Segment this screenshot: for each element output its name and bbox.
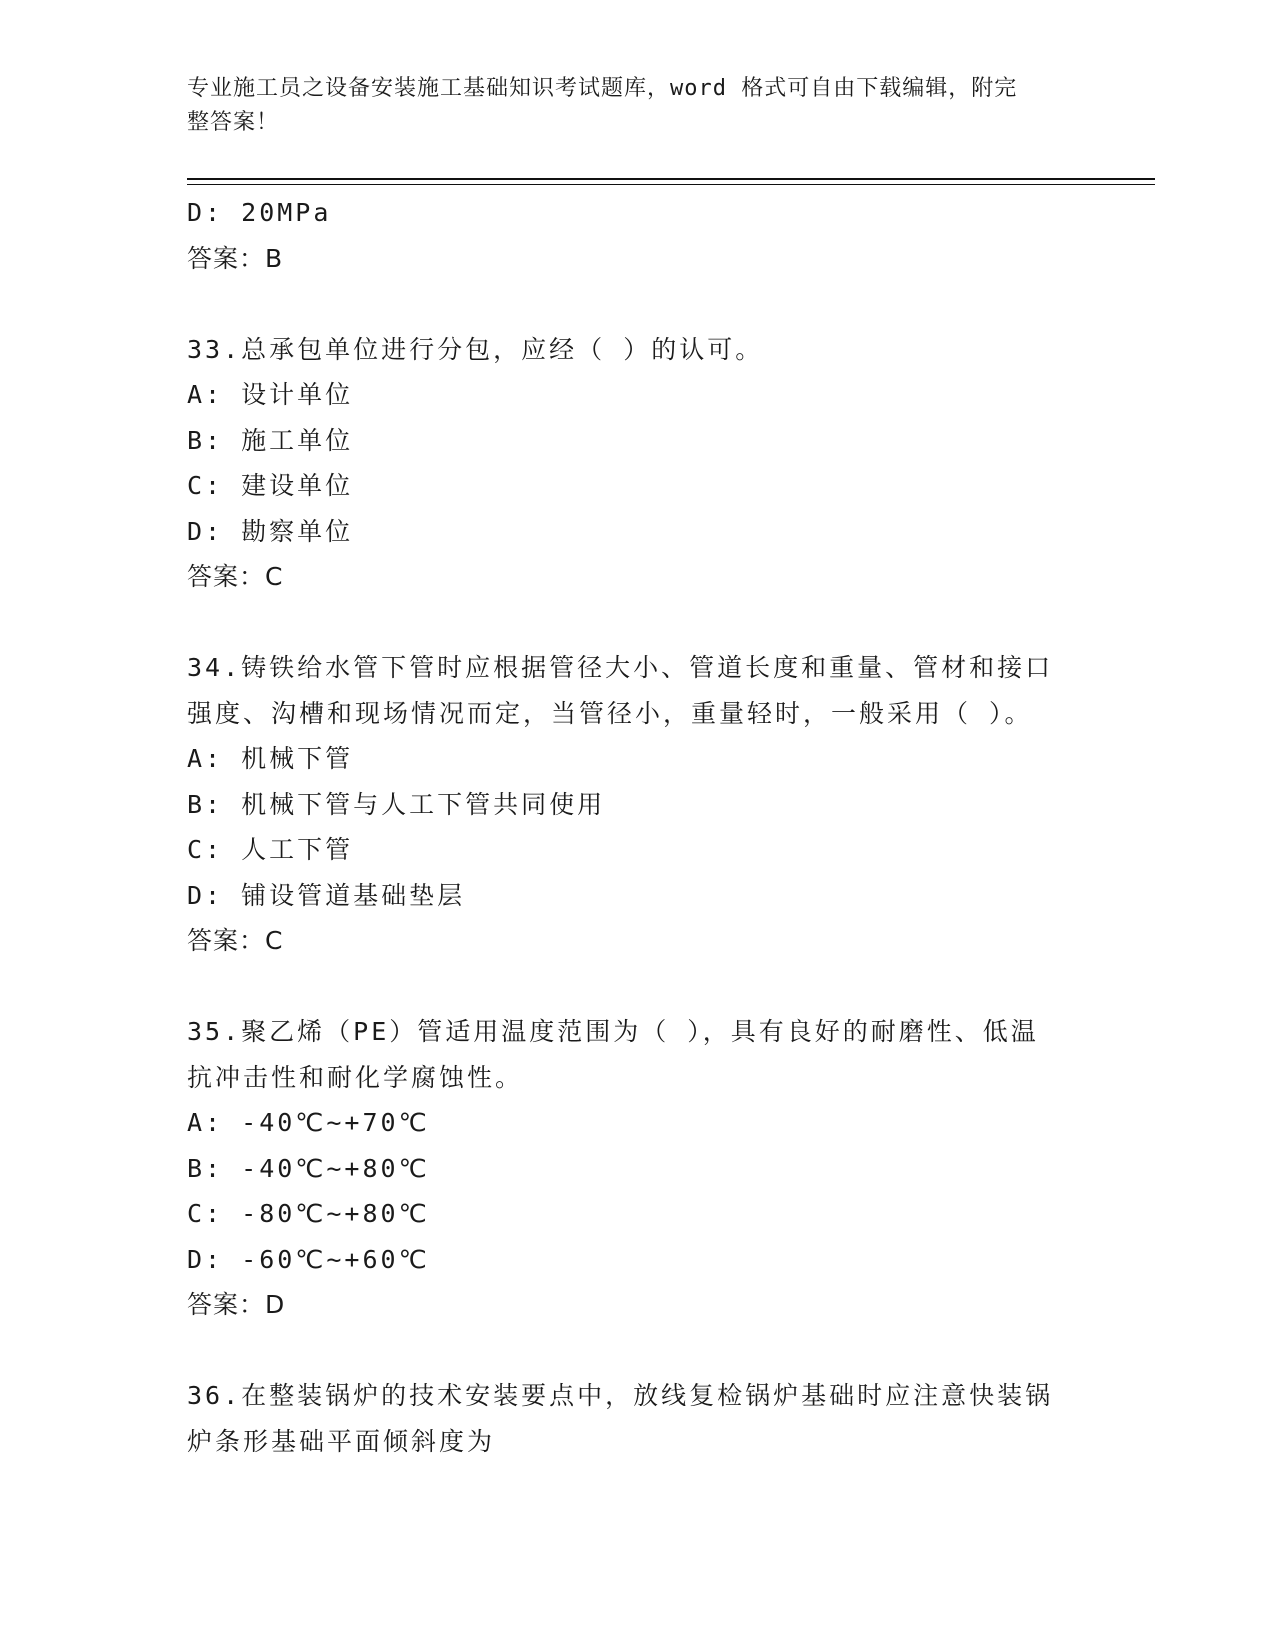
option-d: D: 勘察单位 xyxy=(187,516,354,546)
question-text: 35.聚乙烯（PE）管适用温度范围为（ ），具有良好的耐磨性、低温 xyxy=(187,1017,1039,1046)
option-b: B: 机械下管与人工下管共同使用 xyxy=(187,789,606,819)
answer: 答案：C xyxy=(187,926,284,955)
header-divider-thin xyxy=(187,184,1155,185)
option-d: D: 20MPa xyxy=(187,198,332,227)
option-b: B: -40℃~+80℃ xyxy=(187,1153,430,1183)
spacer xyxy=(187,1328,1087,1374)
document-body xyxy=(187,190,1087,1464)
question-text: 炉条形基础平面倾斜度为 xyxy=(187,1426,496,1456)
option-b: B: 施工单位 xyxy=(187,425,354,455)
header-divider xyxy=(187,178,1155,180)
option-a: A: 机械下管 xyxy=(187,744,354,773)
question-33 xyxy=(187,327,1087,600)
question-35 xyxy=(187,1009,1087,1328)
question-36 xyxy=(187,1373,1087,1464)
question-text: 抗冲击性和耐化学腐蚀性。 xyxy=(187,1062,524,1092)
header-line: 整答案！ xyxy=(187,110,280,135)
question-34 xyxy=(187,645,1087,964)
header-line: 专业施工员之设备安装施工基础知识考试题库，word 格式可自由下载编辑，附完 xyxy=(187,76,1018,101)
previous-question-tail xyxy=(187,190,1087,281)
answer: 答案：B xyxy=(187,243,284,273)
option-a: A: 设计单位 xyxy=(187,380,354,409)
question-text: 34.铸铁给水管下管时应根据管径大小、管道长度和重量、管材和接口 xyxy=(187,653,1054,682)
option-c: C: -80℃~+80℃ xyxy=(187,1199,430,1228)
question-text: 33.总承包单位进行分包，应经（ ）的认可。 xyxy=(187,334,764,364)
option-c: C: 建设单位 xyxy=(187,471,354,500)
option-d: D: -60℃~+60℃ xyxy=(187,1244,430,1274)
option-d: D: 铺设管道基础垫层 xyxy=(187,880,466,910)
spacer xyxy=(187,964,1087,1010)
answer: 答案：C xyxy=(187,562,284,591)
answer: 答案：D xyxy=(187,1290,286,1319)
document-header xyxy=(187,72,1067,140)
option-a: A: -40℃~+70℃ xyxy=(187,1108,430,1137)
question-text: 36.在整装锅炉的技术安装要点中，放线复检锅炉基础时应注意快装锅 xyxy=(187,1381,1054,1410)
spacer xyxy=(187,600,1087,646)
question-text: 强度、沟槽和现场情况而定，当管径小，重量轻时，一般采用（ ）。 xyxy=(187,698,1033,728)
spacer xyxy=(187,281,1087,327)
option-c: C: 人工下管 xyxy=(187,835,354,864)
